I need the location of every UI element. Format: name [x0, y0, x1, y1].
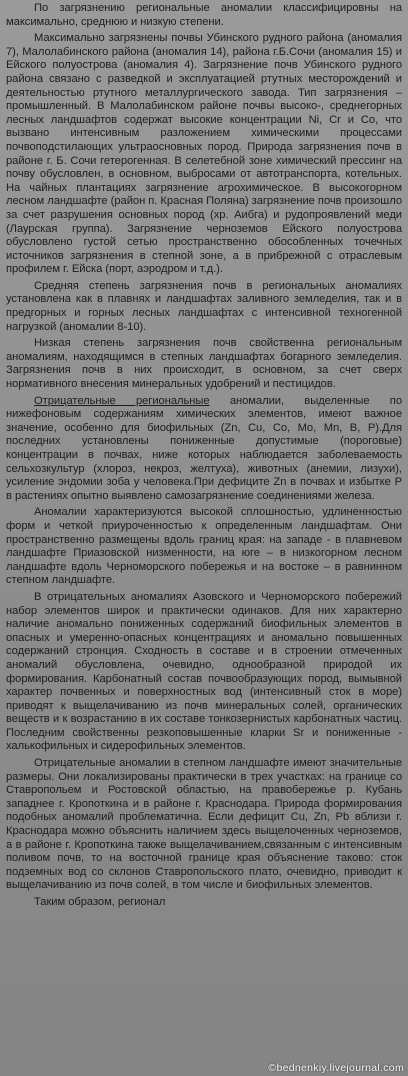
paragraph-negative-anomalies	[6, 395, 402, 504]
paragraph-low: Низкая степень загрязнения почв свойственна региональным аномалиям, находящимся в степных ландшафтах богарного земледелия. Загрязнения почв в них происходит, в основном, за счет сверх нормативного внесения минеральных удобрений и пестицидов.	[6, 337, 402, 391]
paragraph-tail: Таким образом, регионал	[34, 896, 166, 908]
negative-anomalies-heading: Отрицательные региональные	[34, 394, 210, 407]
paragraph-steppe: Отрицательные аномалии в степном ландшафте имеют значительные размеры. Они локализированы практически в трех участках: на границе со Ставропольем и Ростовской областью, на правобережье р. Кубань западнее г. Кропоткина и в районе г. Краснодара. Природа формирования подобных аномалий проблематична. Если дефицит Cu, Zn, Pb вблизи г. Краснодара можно объяснить наличием здесь выщелоченных черноземов, а в районе г. Кропоткина также выщелачиванием,связанным с интенсивным поливом почв, то на восточной границе края объяснение таково: сток подземных вод со склонов Ставропольского плато, очевидно, приводит к выщелачиванию из почв солей, в том числе и биофильных элементов.	[6, 757, 402, 892]
paragraph-characteristics: Аномалии характеризуются высокой сплошностью, удлиненностью форм и четкой приуроченностью к определенным ландшафтам. Они пространственно размещены вдоль границ края: на западе - в плавневом ландшафте Приазовской низменности, на юге – в низкогорном лесном ландшафте вдоль Черноморского побережья и на востоке – в равнинном степном ландшафте.	[6, 506, 402, 587]
document-text	[6, 2, 402, 913]
watermark: ©bednenkiy.livejournal.com	[268, 1062, 404, 1074]
paragraph-maximum: Максимально загрязнены почвы Убинского рудного района (аномалия 7), Малолабинского района (аномалия 14), района г.Б.Сочи (аномалия 15) и Ейского полуострова (аномалия 4). Загрязнение почв Убинского рудного района связано с разведкой и эксплуатацией ртутных месторождений и деятельностью ртутного металлургического завода. Тип загрязнения – промышленный. В Малолабинском районе почвы высоко-, среднегорных лесных ландшафтов содержат высокие концентрации Ni, Cr и Co, что вызвано интенсивным разложением химическими процессами почвоподстилающих ультраосновных пород. Природа загрязнения почв в районе г. Б. Сочи гетерогенная. В селетебной зоне химический прессинг на почву обусловлен, в основном, выбросами от автотранспорта, котельных. На чайных плантациях загрязнение агрохимическое. В высокогорном лесном ландшафте (район п. Красная Поляна) загрязнение почв произошло за счет разрушения основных пород (хр. Аибга) и рудопроявлений меди (Лаурская группа). Загрязнение черноземов Ейского полуострова обусловлено густой сетью пространственно обособленных точечных источников загрязнения в степной зоне, а в прибрежной с отраслевым профилем г. Ейска (порт, аэродром и т.д.).	[6, 32, 402, 276]
paragraph-medium: Средняя степень загрязнения почв в региональных аномалиях установлена как в плавнях и ландшафтах заливного земледелия, так и в предгорных и горных лесных ландшафтах с интенсивной техногенной нагрузкой (аномалии 8-10).	[6, 279, 402, 333]
negative-anomalies-text: аномалии, выделенные по нижефоновым содержаниям химических элементов, имеют важное значение, особенно для биофильных (Zn, Cu, Co, Mo, Mn, B, P).Для последних установлены пониженные допустимые (пороговые) концентрации в почвах, ниже которых наблюдается заболеваемость сельхозкультур (хлороз, некроз, желтуха), животных (анемии, лизухи), усиление эндомии зоба у человека.При дефиците Zn в почвах и избытке P в растениях опытно выявлено самозагрязнение соединениями железа.	[6, 394, 402, 502]
paragraph-coastal: В отрицательных аномалиях Азовского и Черноморского побережий набор элементов широк и практически одинаков. Для них характерно наличие аномально пониженных содержаний биофильных элементов в опасных и умеренно-опасных концентрациях и аномально повышенных содержаний стронция. Сходность в составе и в строении отмеченных аномалий обусловлена, очевидно, однообразной природой их формирования. Карбонатный состав почвообразующих пород, вымывной характер почвенных и поверхностных вод (интенсивный сток в море) приводят к выщелачиванию из почв минеральных солей, органических веществ и к возрастанию в их составе тонкозернистых карбонатных частиц. Последним свойственны резкоповышенные кларки Sr и пониженные - халькофильных и сидерофильных элементов.	[6, 590, 402, 753]
paragraph-classification: По загрязнению региональные аномалии классифицировны на максимально, среднюю и низкую степени.	[6, 2, 402, 28]
